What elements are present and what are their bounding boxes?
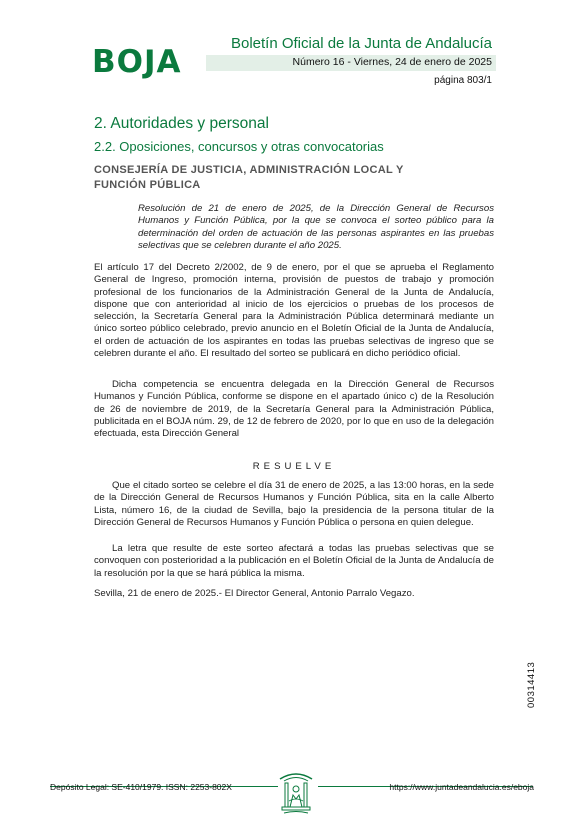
- boja-logo: BOJA: [92, 44, 182, 80]
- paragraph-3: Que el citado sorteo se celebre el día 31 de enero de 2025, a las 13:00 horas, en la sede de la Dirección General de Recursos Humanos y Función Pública, sita en la calle Alberto Lista, número 16, de la ciudad de Sevilla, bajo la presidencia de la persona titular de la Dirección General de Recursos Humanos y Función Pública o persona en quien delegue.: [94, 480, 494, 528]
- publication-title: Boletín Oficial de la Junta de Andalucía: [230, 35, 492, 52]
- andalucia-emblem-icon: [276, 767, 316, 817]
- document-code: 00314413: [526, 661, 537, 708]
- issue-number: Número 16 - Viernes, 24 de enero de 2025: [292, 56, 492, 68]
- subsection-heading: 2.2. Oposiciones, concursos y otras convocatorias: [94, 139, 384, 154]
- paragraph-4: La letra que resulte de este sorteo afectará a todas las pruebas selectivas que se convoquen con posterioridad a la publicación en el Boletín Oficial de la Junta de Andalucía de la resolución por la que se hará pública la misma.: [94, 543, 494, 579]
- page-number: página 803/1: [434, 75, 492, 86]
- paragraph-2: Dicha competencia se encuentra delegada en la Dirección General de Recursos Humanos y Función Pública, conforme se dispone en el apartado único c) de la Resolución de 26 de noviembre de 2019, de la Secretaría General para la Administración Pública, publicitada en el BOJA núm. 29, de 12 de febrero de 2020, por lo que en uso de la delegación efectuada, esta Dirección General: [94, 379, 494, 440]
- footer-url[interactable]: https://www.juntadeandalucia.es/eboja: [389, 782, 534, 792]
- paragraph-1: El artículo 17 del Decreto 2/2002, de 9 de enero, por el que se aprueba el Reglamento General de Ingreso, promoción interna, provisión de puestos de trabajo y promoción profesional de los funcionarios de la Administración General de la Junta de Andalucía, dispone que con anterioridad al inicio de los ejercicios o pruebas de los procesos de selección, la Secretaría General para la Administración Pública determinará mediante un único sorteo público celebrado, previo anuncio en el Boletín Oficial de la Junta de Andalucía, el orden de actuación de los aspirantes en todas las pruebas selectivas de ingreso que se celebren durante el año. El resultado del sorteo se publicará en dicho periódico oficial.: [94, 262, 494, 360]
- section-heading: 2. Autoridades y personal: [94, 115, 269, 132]
- signature-line: Sevilla, 21 de enero de 2025.- El Director General, Antonio Parralo Vegazo.: [94, 588, 415, 599]
- resolution-summary: Resolución de 21 de enero de 2025, de la Dirección General de Recursos Humanos y Función Pública, por la que se convoca el sorteo público para la determinación del orden de actuación de las personas aspirantes en las pruebas selectivas que se celebren durante el año 2025.: [138, 203, 494, 251]
- footer-legal: Depósito Legal: SE-410/1979. ISSN: 2253-802X: [50, 782, 232, 792]
- organization-heading: CONSEJERÍA DE JUSTICIA, ADMINISTRACIÓN LOCAL Y FUNCIÓN PÚBLICA: [94, 164, 404, 191]
- resuelve-heading: RESUELVE: [252, 461, 336, 472]
